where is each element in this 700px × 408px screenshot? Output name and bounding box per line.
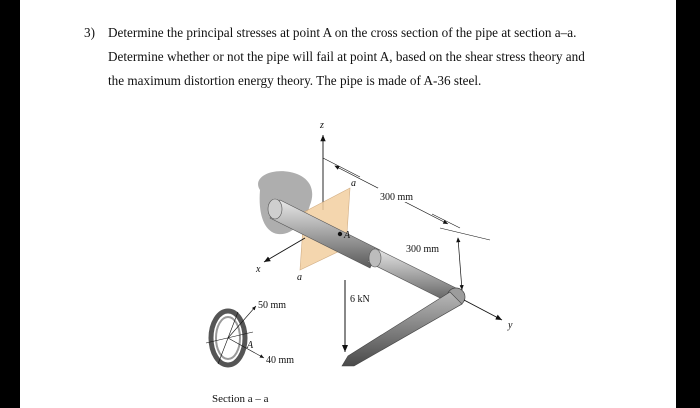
point-a-marker	[338, 232, 342, 236]
y-axis-label: y	[508, 320, 513, 331]
section-caption: Section a – a	[212, 393, 269, 405]
problem-line-1: Determine the principal stresses at point A on the cross section of the pipe at section a–a.	[108, 25, 577, 40]
x-axis	[264, 238, 305, 262]
section-detail	[206, 300, 294, 405]
section-inner-dim: 40 mm	[266, 355, 295, 366]
point-a-label: A	[344, 230, 351, 241]
pipe-step	[369, 249, 381, 267]
pipe-end-cap	[268, 199, 282, 219]
dim-top-label: 300 mm	[380, 192, 414, 203]
section-mark-bottom: a	[297, 272, 302, 283]
dim-side-line	[458, 238, 462, 290]
dim-top-ext-2	[432, 214, 460, 228]
section-mark-top: a	[351, 178, 356, 189]
dim-side-label: 300 mm	[406, 244, 440, 255]
problem-number: 3)	[84, 25, 95, 40]
problem-line-3: the maximum distortion energy theory. The pipe is made of A-36 steel.	[108, 73, 482, 88]
z-axis-label: z	[320, 120, 324, 131]
dim-top-ext-1	[323, 158, 360, 177]
force-label: 6 kN	[350, 294, 370, 305]
section-point-label: A	[247, 340, 254, 351]
page	[20, 0, 676, 408]
problem-line-2: Determine whether or not the pipe will fail at point A, based on the shear stress theory and	[108, 49, 585, 64]
y-axis	[464, 300, 502, 320]
pipe-figure	[20, 0, 676, 408]
section-outer-dim: 50 mm	[258, 300, 287, 311]
dim-side-ext	[440, 228, 490, 240]
x-axis-label: x	[256, 264, 261, 275]
